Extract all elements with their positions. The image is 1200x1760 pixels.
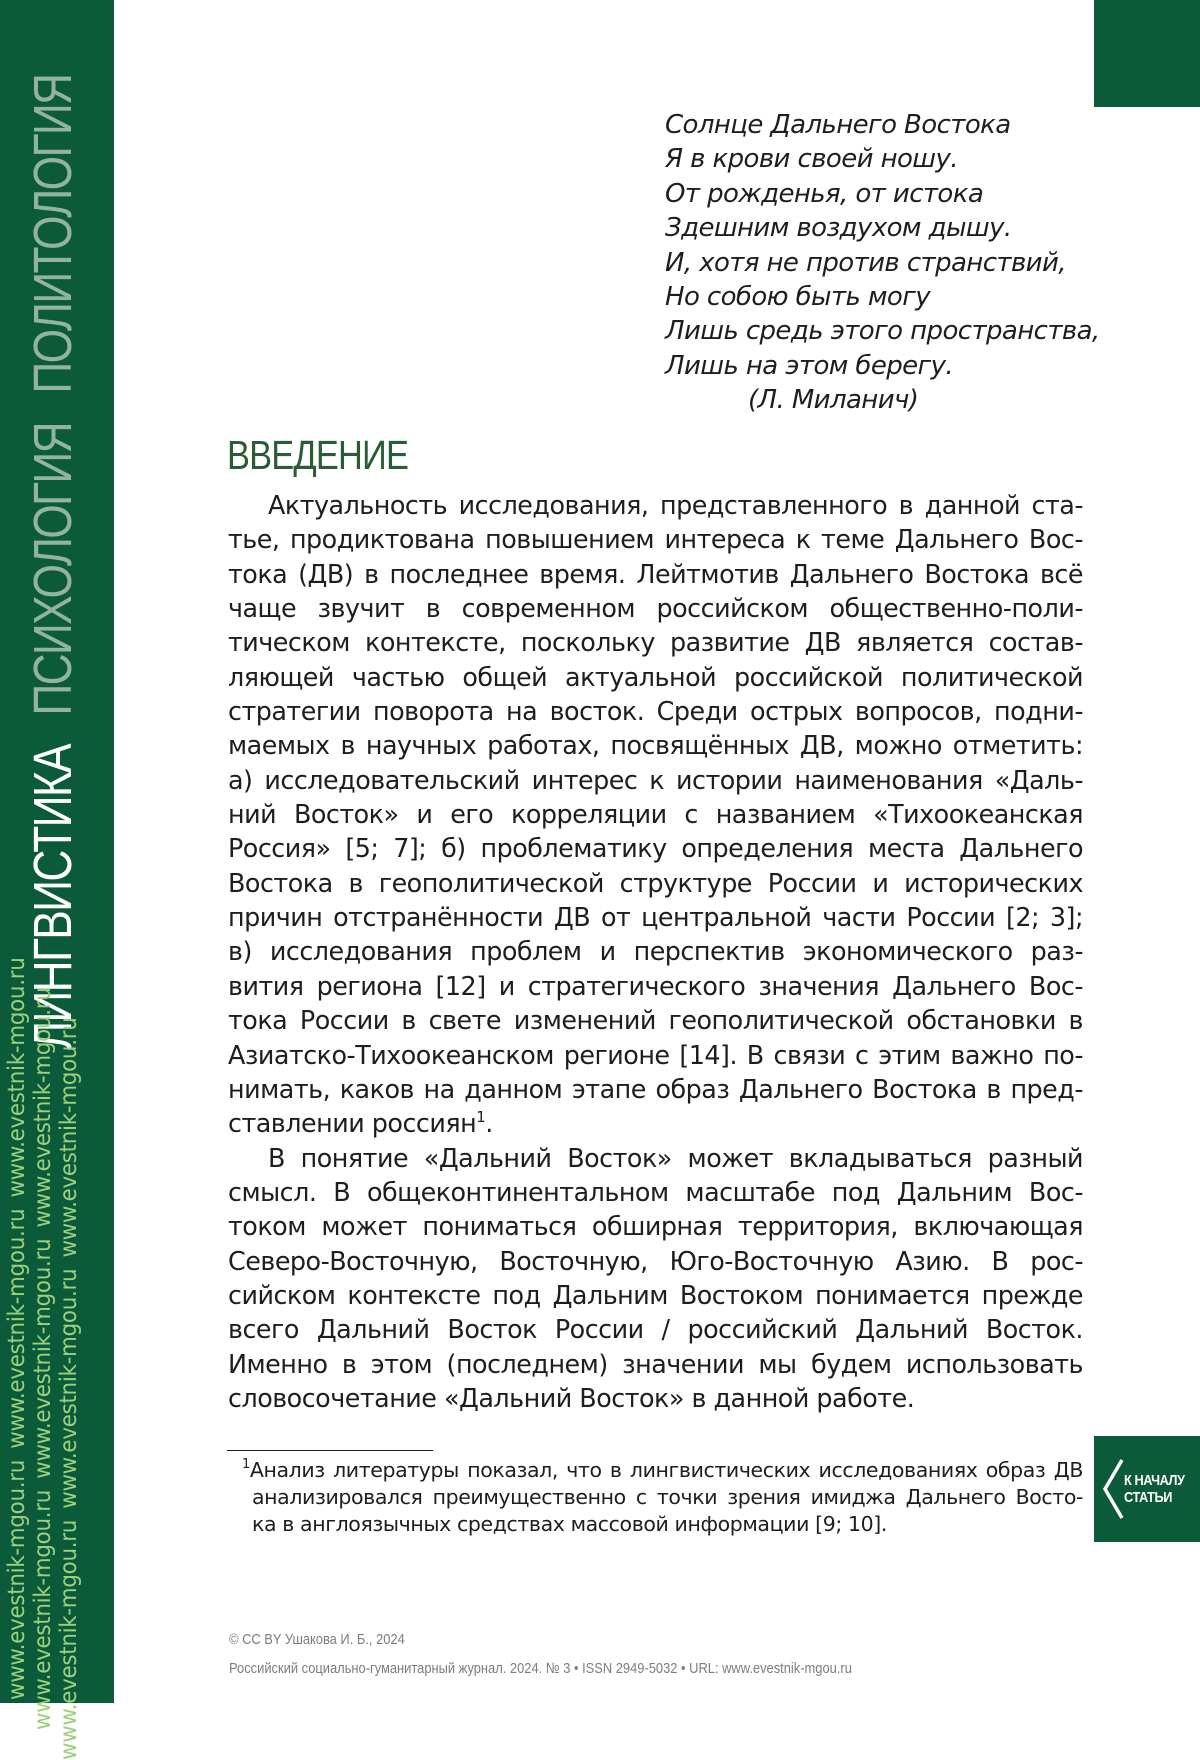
back-to-start-label bbox=[1124, 1472, 1185, 1506]
paragraph-line: Именно в этом (последнем) значении мы будем использовать bbox=[228, 1348, 1083, 1379]
back-to-start-button[interactable] bbox=[1094, 1436, 1200, 1542]
paragraph-line: Северо-Восточную, Восточную, Юго-Восточную Азию. В рос- bbox=[228, 1245, 1083, 1276]
copyright: © CC BY Ушакова И. Б., 2024 bbox=[229, 1631, 405, 1648]
epigraph-line: От рожденья, от истока bbox=[665, 178, 984, 209]
site-url-line bbox=[4, 946, 30, 1700]
paragraph-line: Актуальность исследования, представленного в данной ста- bbox=[268, 490, 1083, 520]
category-politology: ПОЛИТОЛОГИЯ bbox=[23, 74, 83, 394]
paragraph-line: причин отстранённости ДВ от центральной части России [2; 3]; bbox=[228, 902, 1083, 933]
paragraph-line: вития региона [12] и стратегического значения Дальнего Вос- bbox=[228, 970, 1083, 1001]
epigraph-line: Солнце Дальнего Востока bbox=[665, 110, 1011, 140]
paragraph-line: ляющей частью общей актуальной российской политической bbox=[228, 661, 1083, 692]
category-psychology: ПСИХОЛОГИЯ bbox=[23, 423, 83, 716]
epigraph-line: Я в крови своей ношу. bbox=[665, 144, 958, 175]
paragraph-line: В понятие «Дальний Восток» может вкладываться разный bbox=[268, 1142, 1083, 1173]
sidebar bbox=[0, 0, 114, 1760]
paragraph-line: сийском контексте под Дальним Востоком понимается прежде bbox=[228, 1279, 1083, 1310]
site-url[interactable]: www.evestnik-mgou.ru bbox=[30, 1238, 56, 1479]
footnote-line: анализировался преимущественно с точки зрения имиджа Дальнего Восто- bbox=[252, 1485, 1083, 1509]
site-url[interactable]: www.evestnik-mgou.ru bbox=[56, 1519, 82, 1760]
paragraph-line: Азиатско-Тихоокеанском регионе [14]. В связи с этим важно по- bbox=[228, 1039, 1083, 1070]
site-url[interactable]: www.evestnik-mgou.ru bbox=[56, 1268, 82, 1509]
paragraph-line: Россия» [5; 7]; б) проблематику определения места Дальнего bbox=[228, 833, 1083, 864]
paragraph-line: а) исследовательский интерес к истории наименования «Даль- bbox=[228, 764, 1083, 795]
paragraph-line: тическом контексте, поскольку развитие ДВ является состав- bbox=[228, 627, 1083, 658]
paragraph-line: тока (ДВ) в последнее время. Лейтмотив Дальнего Востока всё bbox=[228, 558, 1083, 589]
site-url[interactable]: www.evestnik-mgou.ru bbox=[4, 957, 30, 1198]
site-url[interactable]: www.evestnik-mgou.ru bbox=[30, 1489, 56, 1730]
site-url[interactable]: www.evestnik-mgou.ru bbox=[4, 1459, 30, 1700]
paragraph-end-punct: . bbox=[485, 1108, 493, 1139]
paragraph-line: тока России в свете изменений геополитической обстановки в bbox=[228, 1005, 1083, 1036]
section-title: ВВЕДЕНИЕ bbox=[227, 432, 409, 478]
paragraph-line: тье, продиктована повышением интереса к теме Дальнего Вос- bbox=[228, 524, 1083, 555]
paragraph-line: ний Восток» и его корреляции с названием «Тихоокеанская bbox=[228, 799, 1083, 830]
epigraph-line: Здешним воздухом дышу. bbox=[665, 213, 1012, 244]
body-text bbox=[228, 488, 1083, 1415]
epigraph bbox=[665, 108, 1105, 418]
back-label-line: СТАТЬИ bbox=[1124, 1489, 1173, 1506]
chevron-left-icon bbox=[1102, 1456, 1124, 1522]
paragraph-line: всего Дальний Восток России / российский Дальний Восток. bbox=[228, 1314, 1083, 1345]
paragraph-line: нимать, каков на данном этапе образ Дальнего Востока в пред- bbox=[228, 1073, 1083, 1104]
footnote-ref[interactable]: 1 bbox=[476, 1108, 486, 1127]
footnote-text: Анализ литературы показал, что в лингвистических исследованиях образ ДВ bbox=[249, 1458, 1083, 1482]
site-url-line bbox=[30, 976, 56, 1730]
corner-tab bbox=[1094, 0, 1200, 107]
back-label-line: К НАЧАЛУ bbox=[1124, 1472, 1185, 1489]
footnote-divider bbox=[227, 1450, 433, 1451]
paragraph-line: Востока в геополитической структуре России и исторических bbox=[228, 867, 1083, 898]
paragraph-end-text: ставлении россиян bbox=[228, 1108, 477, 1139]
footnote-line bbox=[242, 1457, 1083, 1484]
footnote-mark: 1 bbox=[242, 1457, 250, 1472]
epigraph-line: Лишь на этом берегу. bbox=[665, 350, 954, 381]
page-footer bbox=[229, 1625, 852, 1683]
paragraph-line: стратегии поворота на восток. Среди острых вопросов, подни- bbox=[228, 696, 1083, 727]
category-label bbox=[22, 45, 84, 1050]
paragraph-line: маемых в научных работах, посвящённых ДВ, можно отметить: bbox=[228, 730, 1083, 761]
site-url[interactable]: www.evestnik-mgou.ru bbox=[30, 987, 56, 1228]
site-url-line bbox=[56, 1006, 82, 1760]
footnote-line: ка в англоязычных средствах массовой информации [9; 10]. bbox=[252, 1512, 887, 1536]
paragraph-line bbox=[228, 1106, 1083, 1140]
site-url[interactable]: www.evestnik-mgou.ru bbox=[56, 1017, 82, 1258]
paragraph-line: чаще звучит в современном российском общественно-поли- bbox=[228, 593, 1083, 624]
site-url[interactable]: www.evestnik-mgou.ru bbox=[4, 1208, 30, 1449]
epigraph-line: Лишь средь этого пространства, bbox=[665, 316, 1100, 347]
paragraph-line: смысл. В общеконтинентальном масштабе под Дальним Вос- bbox=[228, 1176, 1083, 1207]
paragraph-line: в) исследования проблем и перспектив экономического раз- bbox=[228, 936, 1083, 967]
paragraph-line: словосочетание «Дальний Восток» в данной работе. bbox=[228, 1382, 915, 1413]
paragraph-line: током может пониматься обширная территория, включающая bbox=[228, 1211, 1083, 1242]
footnote bbox=[242, 1457, 1083, 1538]
journal-info: Российский социально-гуманитарный журнал. 2024. № 3 • ISSN 2949-5032 • URL: www.evestnik-mgou.ru bbox=[229, 1660, 852, 1677]
epigraph-line: И, хотя не против странствий, bbox=[665, 247, 1066, 278]
epigraph-author: (Л. Миланич) bbox=[748, 385, 919, 416]
epigraph-line: Но собою быть могу bbox=[665, 282, 931, 313]
category-linguistics: ЛИНГВИСТИКА bbox=[23, 745, 83, 1050]
